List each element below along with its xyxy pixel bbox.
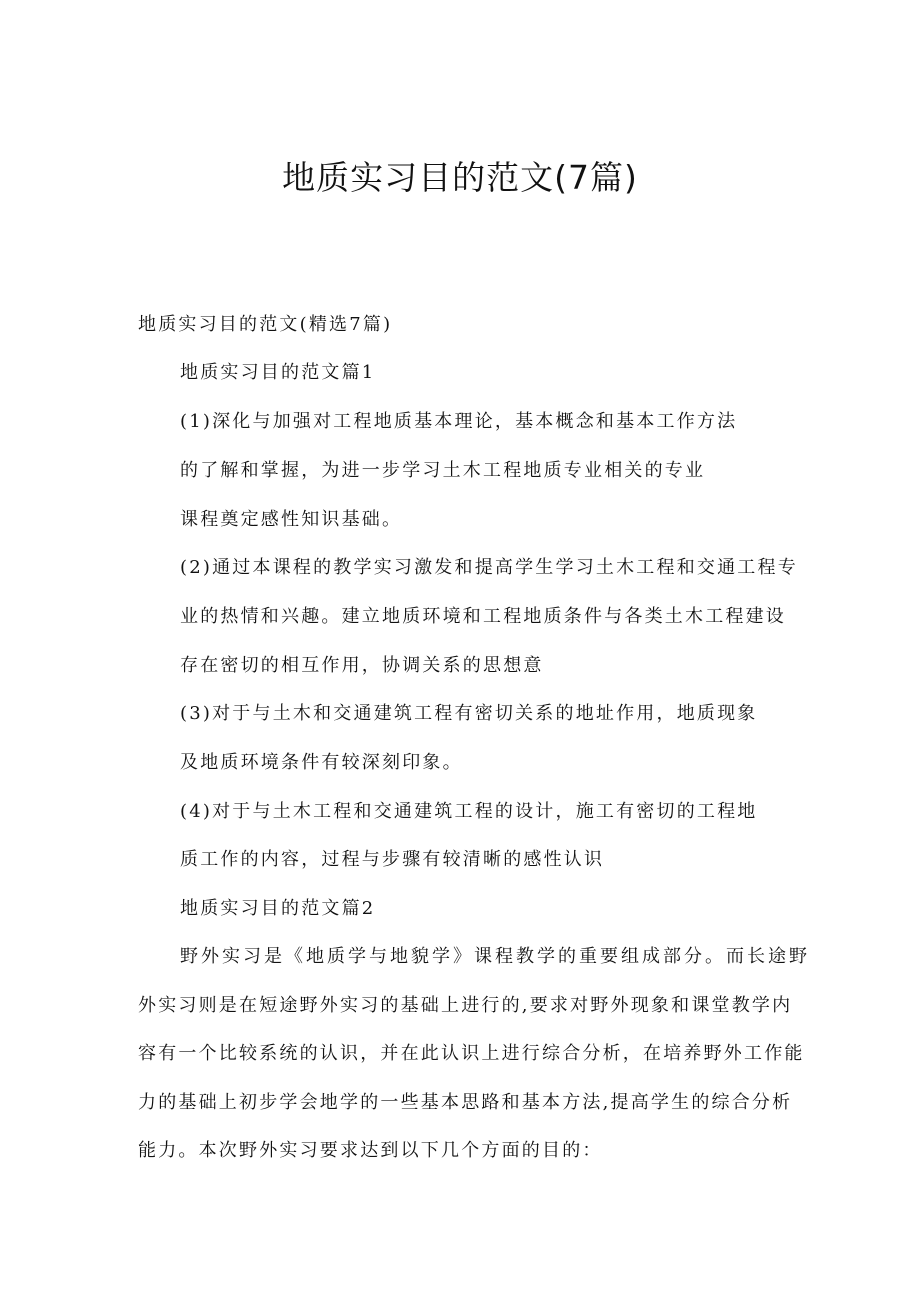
paragraph-line: (4)对于与土木工程和交通建筑工程的设计，施工有密切的工程地	[180, 801, 758, 822]
paragraph-line: 课程奠定感性知识基础。	[180, 509, 403, 530]
paragraph-line: (2)通过本课程的教学实习激发和提高学生学习土木工程和交通工程专	[180, 557, 798, 578]
paragraph-line: 业的热情和兴趣。建立地质环境和工程地质条件与各类土木工程建设	[180, 606, 786, 627]
paragraph-line: 容有一个比较系统的认识，并在此认识上进行综合分析，在培养野外工作能	[138, 1043, 805, 1064]
section-heading: 地质实习目的范文篇2	[180, 898, 376, 919]
paragraph-line: 存在密切的相互作用，协调关系的思想意	[180, 655, 544, 676]
paragraph-line: (3)对于与土木和交通建筑工程有密切关系的地址作用，地质现象	[180, 703, 758, 724]
paragraph-line: 力的基础上初步学会地学的一些基本思路和基本方法,提高学生的综合分析	[138, 1092, 793, 1113]
paragraph-line: 野外实习是《地质学与地貌学》课程教学的重要组成部分。而长途野	[180, 946, 810, 967]
paragraph-line: 及地质环境条件有较深刻印象。	[180, 752, 463, 773]
paragraph-line: (1)深化与加强对工程地质基本理论，基本概念和基本工作方法	[180, 411, 738, 432]
paragraph-line: 的了解和掌握，为进一步学习土木工程地质专业相关的专业	[180, 460, 706, 481]
section-heading: 地质实习目的范文篇1	[180, 362, 376, 383]
paragraph-line: 能力。本次野外实习要求达到以下几个方面的目的：	[138, 1140, 603, 1161]
document-subtitle: 地质实习目的范文(精选7篇)	[138, 314, 393, 335]
document-title: 地质实习目的范文(7篇)	[282, 158, 638, 197]
paragraph-line: 外实习则是在短途野外实习的基础上进行的,要求对野外现象和课堂教学内	[138, 995, 793, 1016]
paragraph-line: 质工作的内容，过程与步骤有较清晰的感性认识	[180, 849, 605, 870]
